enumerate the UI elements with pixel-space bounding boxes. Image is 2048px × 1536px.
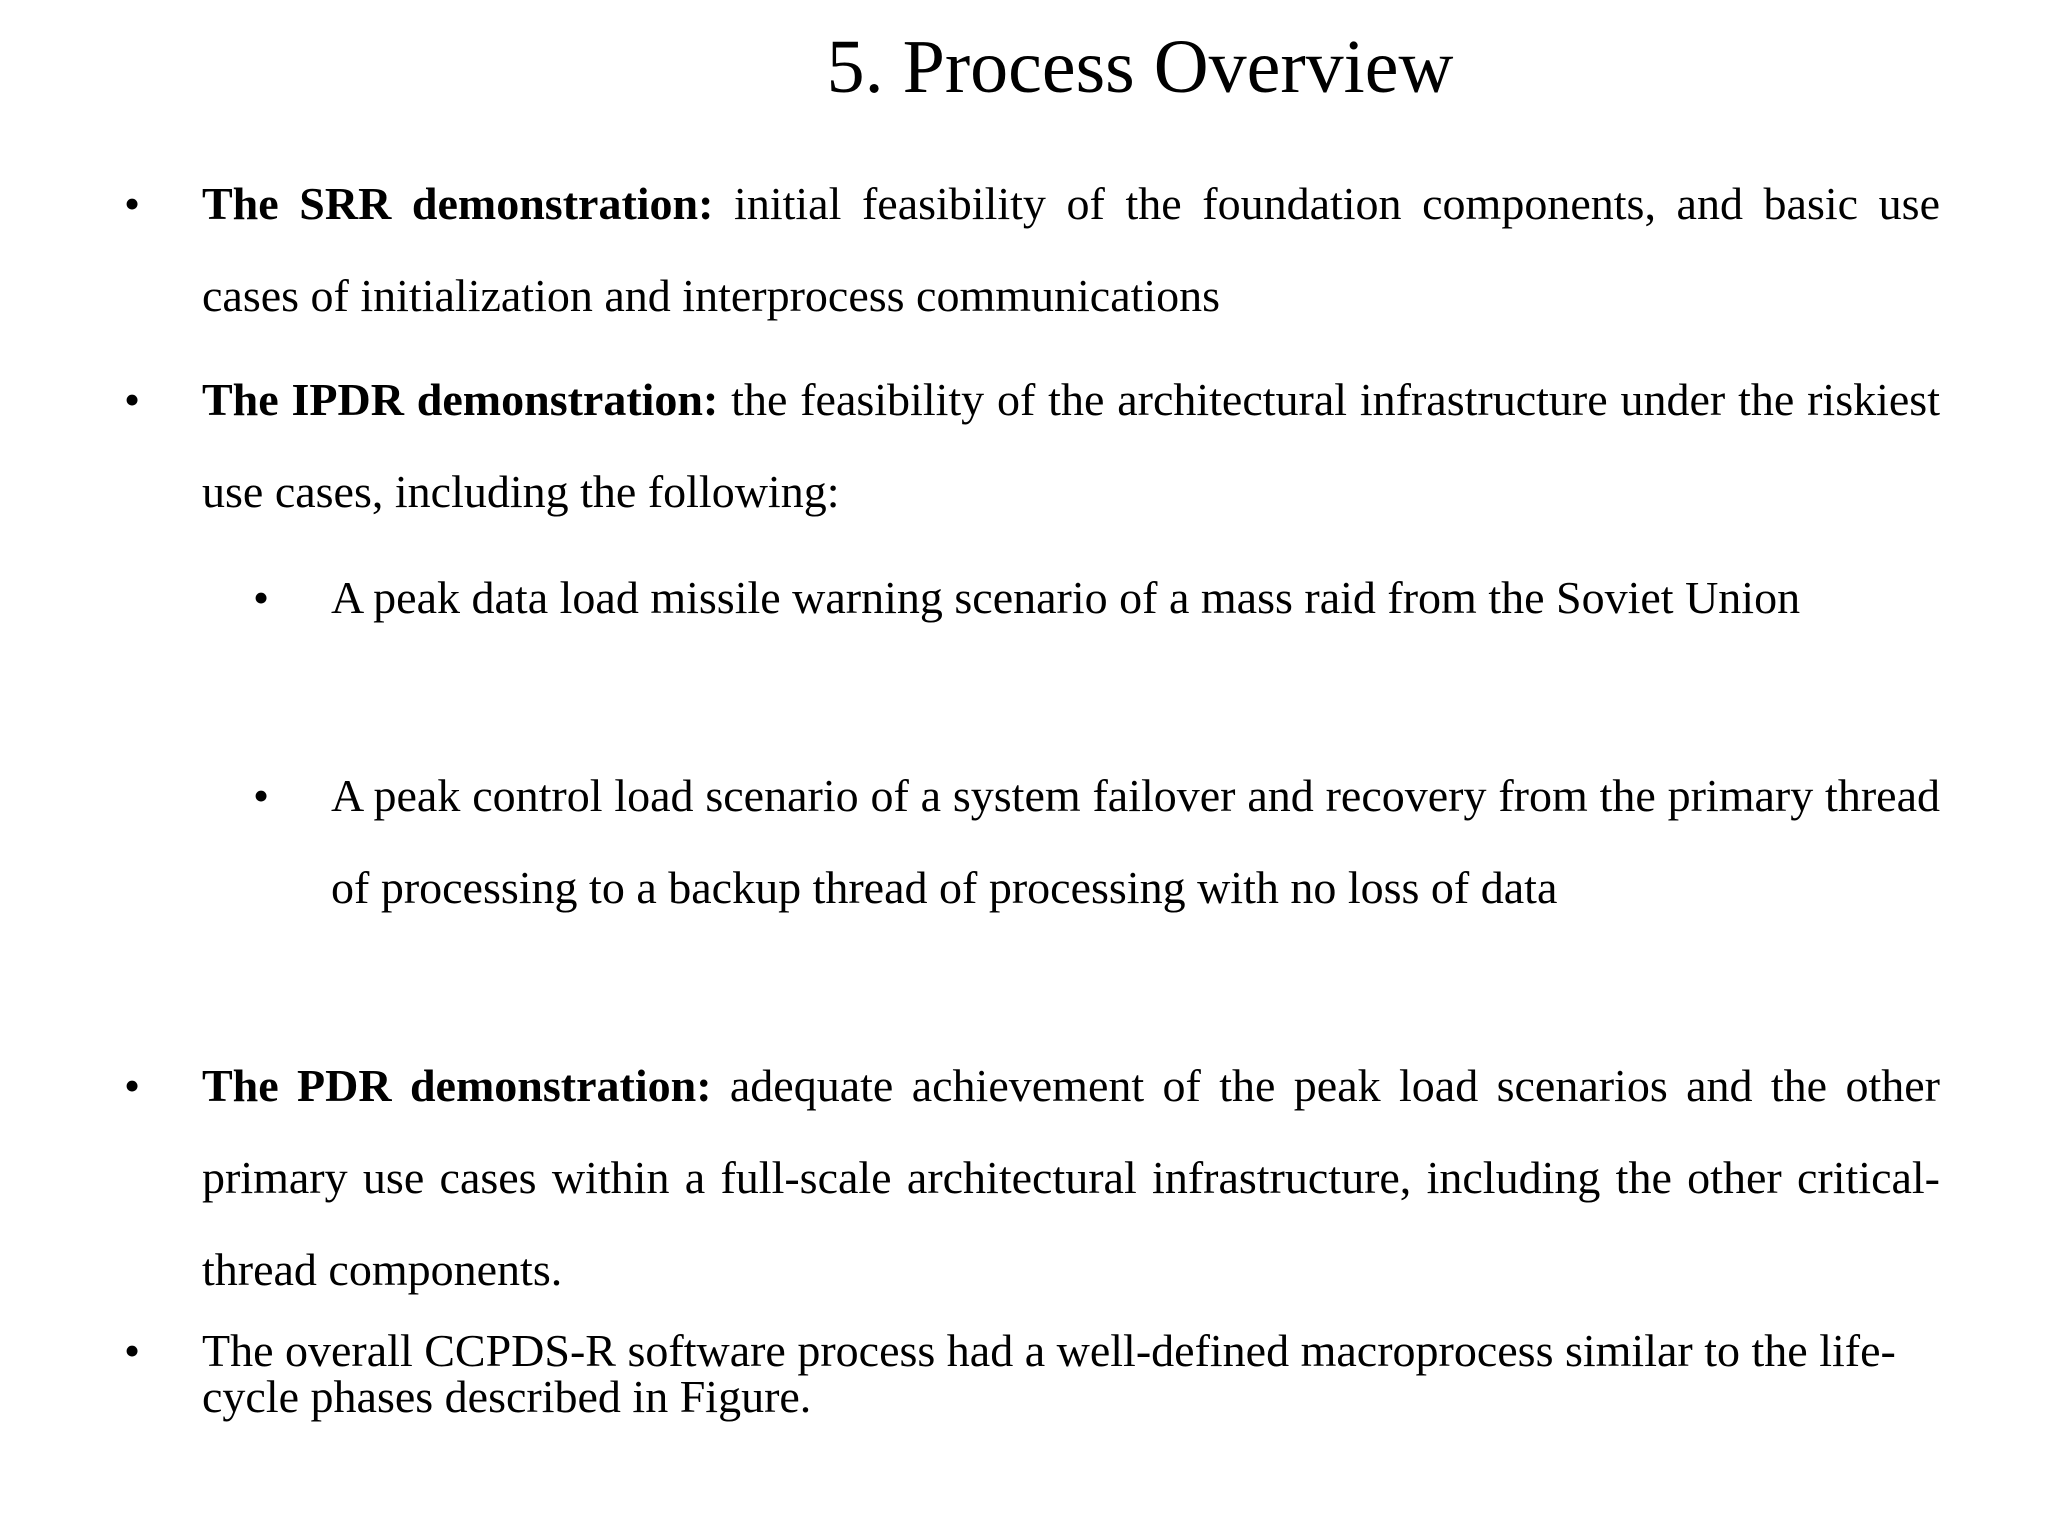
- slide-title: 5. Process Overview: [826, 25, 1454, 109]
- bullet-text: A peak control load scenario of a system failover and recovery from the primary thread of processing to a backup thread of processing with no loss of data: [331, 770, 1940, 913]
- bullet-lead: The IPDR demonstration:: [202, 374, 719, 425]
- bullet-text: [202, 158, 1940, 342]
- bullet-icon: •: [253, 770, 270, 821]
- bullet-body: initial feasibility of the foundation components, and basic use cases of initialization and interprocess communications: [202, 178, 1940, 321]
- bullet-icon: •: [124, 1060, 141, 1111]
- bullet-lead: The PDR demonstration:: [202, 1060, 712, 1111]
- bullet-text: [202, 1040, 1940, 1316]
- bullet-body: adequate achievement of the peak load scenarios and the other primary use cases within a full-scale architectural infrastructure, including the other critical-thread components.: [202, 1060, 1940, 1295]
- bullet-text: The overall CCPDS-R software process had a well-defined macroprocess similar to the life-cycle phases described in Figure.: [202, 1325, 1896, 1422]
- bullet-text: A peak data load missile warning scenario of a mass raid from the Soviet Union: [331, 572, 1801, 623]
- bullet-lead: The SRR demonstration:: [202, 178, 714, 229]
- bullet-text: [202, 354, 1940, 538]
- bullet-icon: •: [124, 374, 141, 425]
- bullet-body: the feasibility of the architectural infrastructure under the riskiest use cases, including the following:: [202, 374, 1940, 517]
- bullet-icon: •: [253, 572, 270, 623]
- bullet-icon: •: [124, 178, 141, 229]
- bullet-icon: •: [124, 1325, 141, 1376]
